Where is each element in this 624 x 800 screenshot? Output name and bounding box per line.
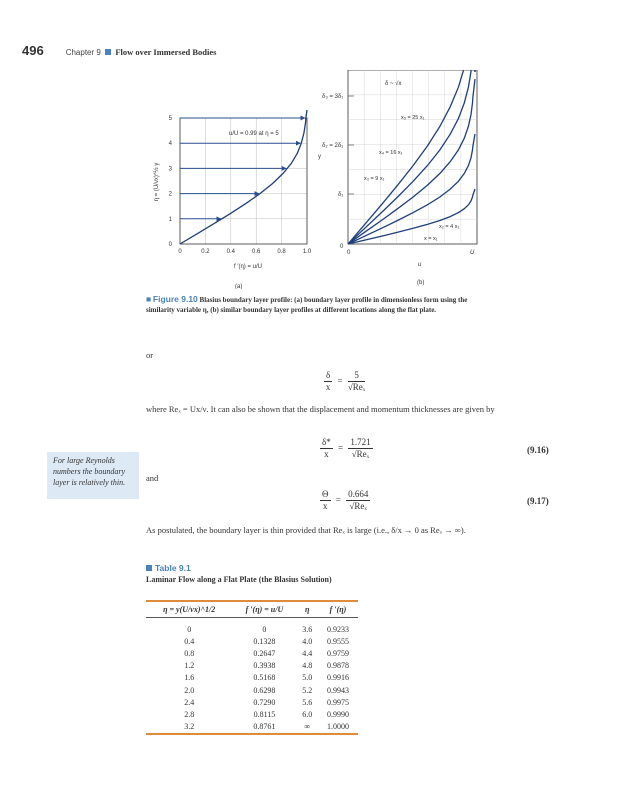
blasius-table xyxy=(146,600,358,735)
x-axis-label-a: f ′(η) = u/U xyxy=(234,264,262,270)
table-header: η = y(U/νx)^1/2 xyxy=(146,601,232,618)
table-cell: 0.9878 xyxy=(326,661,349,671)
x-tick-b-0: 0 xyxy=(347,250,351,256)
chapter-title: Flow over Immersed Bodies xyxy=(115,47,217,57)
equation-9-16: $\frac{\delta*}{x}$ = $\frac{1.721}{\text{√Reₓ}}$ xyxy=(322,437,371,459)
figure-a-chart xyxy=(140,104,325,289)
table-cell: 5.6 xyxy=(302,697,313,707)
table-cell: 0 xyxy=(187,624,192,634)
table-cell: 4.0 xyxy=(302,636,313,646)
table-row xyxy=(146,672,358,684)
delta1-label: δ₁ xyxy=(338,192,344,198)
table-cell: 4.8 xyxy=(302,661,313,671)
table-cell: 0.9916 xyxy=(326,673,349,683)
y-tick-label: 1 xyxy=(168,216,172,223)
table-row xyxy=(146,618,358,636)
eq-number-9-16: (9.16) xyxy=(527,445,549,455)
table-cell: 0.1328 xyxy=(253,636,276,646)
table-cell: 0.9990 xyxy=(326,709,349,719)
y-axis-label-a: η = (U/νx)^½ y xyxy=(154,162,160,202)
table-cell: 0.2647 xyxy=(253,648,276,658)
y-tick-label: 2 xyxy=(168,191,172,198)
table-cell: 0.9555 xyxy=(326,636,349,646)
table-cell: 0.5168 xyxy=(253,673,276,683)
where-paragraph: where Reₓ = Ux/ν. It can also be shown that the displacement and momentum thicknesses are given by xyxy=(146,404,495,414)
postulated-paragraph: As postulated, the boundary layer is thin provided that Reₓ is large (i.e., δ/x → 0 as Reₓ → ∞). xyxy=(146,525,466,535)
table-cell: 2.8 xyxy=(184,709,195,719)
table-cell: 3.6 xyxy=(302,624,313,634)
table-cell: 0.6298 xyxy=(253,685,276,695)
table-cell: 0 xyxy=(262,624,267,634)
page-header xyxy=(22,42,216,60)
or-text: or xyxy=(146,350,154,360)
margin-note: For large Reynolds numbers the boundary layer is relatively thin. xyxy=(47,452,139,499)
curve-label-x4: x₄ = 16 x₁ xyxy=(379,150,403,156)
table-title: Laminar Flow along a Flat Plate (the Blasius Solution) xyxy=(146,575,332,584)
table-cell: 0.9233 xyxy=(326,624,349,634)
annotation-099: u/U = 0.99 at η = 5 xyxy=(229,131,279,137)
table-row xyxy=(146,696,358,708)
table-row xyxy=(146,684,358,696)
table-cell: 1.6 xyxy=(184,673,195,683)
profile-curve xyxy=(348,70,475,244)
table-row xyxy=(146,660,358,672)
y-tick-label: 4 xyxy=(168,141,172,148)
table-cell: 2.4 xyxy=(184,697,195,707)
table-row xyxy=(146,647,358,659)
figure-b-chart xyxy=(310,70,486,290)
y-zero-b: 0 xyxy=(340,244,344,250)
x-tick-label: 0.4 xyxy=(226,249,235,255)
and-text: and xyxy=(146,473,159,483)
table-cell: 0.8761 xyxy=(253,722,276,732)
caption-square-icon: ■ xyxy=(146,294,152,304)
table-row xyxy=(146,635,358,647)
table-cell: 5.0 xyxy=(302,673,313,683)
table-cell: 0.8 xyxy=(184,648,195,658)
table-cell: ∞ xyxy=(304,722,311,732)
curve-label-x3: x₃ = 9 x₁ xyxy=(364,176,385,182)
chapter-label: Chapter 9 Flow over Immersed Bodies xyxy=(65,47,217,57)
table-cell: 0.9759 xyxy=(326,648,349,658)
x-tick-label: 0.8 xyxy=(277,249,286,255)
table-square-icon xyxy=(146,565,152,571)
table-cell: 0.7290 xyxy=(253,697,276,707)
page-number: 496 xyxy=(22,43,44,58)
eq-number-9-17: (9.17) xyxy=(527,496,549,506)
table-cell: 1.0000 xyxy=(326,722,349,732)
x-tick-b-U: U xyxy=(470,250,475,256)
table-cell: 1.2 xyxy=(184,661,195,671)
delta2-label: δ₂ = 2δ₁ xyxy=(322,143,344,149)
profile-curve xyxy=(348,70,475,244)
y-tick-label: 3 xyxy=(168,166,172,173)
table-label: Table 9.1 xyxy=(146,563,191,573)
panel-b-label: (b) xyxy=(417,280,425,286)
table-header: η xyxy=(296,601,318,618)
table-header: f ′(η) xyxy=(318,601,358,618)
x-axis-label-b: u xyxy=(418,262,422,268)
x-tick-label: 0.6 xyxy=(252,249,261,255)
table-cell: 0.3938 xyxy=(253,661,276,671)
figure-caption xyxy=(146,294,476,315)
table-cell: 0.4 xyxy=(184,636,195,646)
x-tick-label: 0.2 xyxy=(201,249,210,255)
table-cell: 0.9975 xyxy=(326,697,349,707)
curve-label-x5: x₅ = 25 x₁ xyxy=(401,115,425,121)
y-tick-label: 5 xyxy=(168,116,172,122)
equation-delta: $\frac{\delta}{x}$ = $\frac{5}{\text{√Reₓ}}$ xyxy=(325,370,366,392)
delta-sqrt-x-label: δ ~ √x xyxy=(385,81,402,87)
table-cell: 5.2 xyxy=(302,685,313,695)
curve-label-x1: x = x₁ xyxy=(424,236,438,242)
bullet-square-icon xyxy=(105,49,111,55)
table-cell: 6.0 xyxy=(302,709,313,719)
caption-number: Figure 9.10 xyxy=(152,294,198,304)
delta3-label: δ₃ = 3δ₁ xyxy=(322,94,344,100)
y-tick-label: 0 xyxy=(168,242,172,248)
table-cell: 2.0 xyxy=(184,685,195,695)
table-cell: 0.8115 xyxy=(253,709,276,719)
x-tick-label: 0 xyxy=(178,249,182,255)
table-header: f ′(η) = u/U xyxy=(232,601,296,618)
table-row xyxy=(146,708,358,720)
y-axis-label-b: y xyxy=(318,154,321,160)
panel-a-label: (a) xyxy=(235,284,243,289)
table-row xyxy=(146,721,358,734)
table-cell: 0.9943 xyxy=(326,685,349,695)
equation-9-17: $\frac{\Theta}{x}$ = $\frac{0.664}{\text{√Reₓ}}$ xyxy=(322,489,369,511)
x-tick-label: 1.0 xyxy=(302,249,312,255)
curve-label-x2: x₂ = 4 x₁ xyxy=(439,224,460,230)
table-cell: 3.2 xyxy=(184,722,195,732)
table-cell: 4.4 xyxy=(302,648,313,658)
caption-text: Blasius boundary layer profile: (a) boundary layer profile in dimensionless form using the similarity variable η, (b) similar boundary layer profiles at different locations along the flat plate. xyxy=(146,296,468,314)
